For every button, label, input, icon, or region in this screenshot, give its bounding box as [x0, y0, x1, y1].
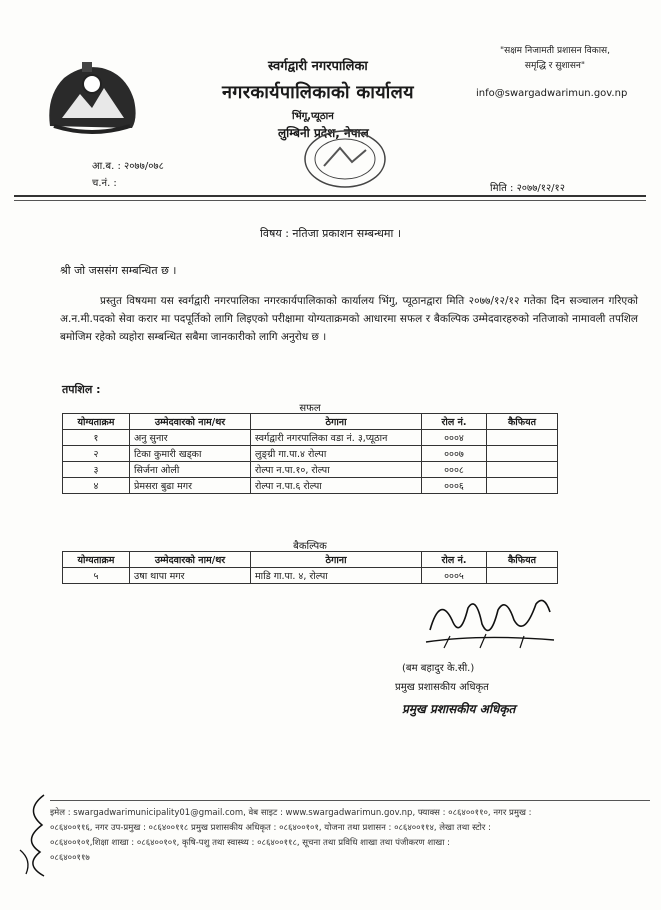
body-paragraph: प्रस्तुत विषयमा यस स्वर्गद्वारी नगरपालिका नगरकार्यपालिकाको कार्यालय भिंगु, प्यूठानद्वारा मिति २०७७/१२/१२ गतेका दिन सञ्चालन गरिएको अ.न.मी.पदको सेवा करार मा पदपूर्तिको लागि लिइएको परीक्षामा योग्यताक्रमको आधारमा सफल र बैकल्पिक उम्मेदवारहरुको नतिजाको नामावली तपशिल बमोजिम रहेको व्यहोरा सम्बन्धित सबैमा जानकारीको लागि अनुरोध छ । — [60, 295, 638, 343]
details-label: तपशिल : — [62, 383, 101, 396]
cell-rank: २ — [63, 446, 130, 462]
cell-name: सिर्जना ओली — [130, 462, 251, 478]
footer-divider — [50, 800, 650, 801]
office-email: info@swargadwarimun.gov.np — [476, 88, 628, 99]
col-rank: योग्यताक्रम — [63, 414, 130, 430]
footer-line-4: ०८६४००११७ — [50, 853, 90, 863]
table-row — [63, 568, 558, 584]
footer-line-2: ०८६४००११६, नगर उप-प्रमुख : ०८६४००११८ प्रमुख प्रशासकीय अधिकृत : ०८६४००१०१, योजना तथा प्रशासन : ०८६४००११४, लेखा तथा स्टोर : — [50, 823, 491, 833]
cell-rank: ५ — [63, 568, 130, 584]
alternate-table — [62, 551, 558, 584]
address-line-1: भिंगू,प्यूठान — [292, 111, 334, 122]
office-stamp — [302, 128, 388, 190]
col-roll: रोल नं. — [422, 552, 487, 568]
fiscal-year-value: २०७७/०७८ — [124, 161, 164, 172]
emblem-logo — [42, 56, 142, 138]
margin-annotation — [14, 790, 54, 880]
dispatch-number — [92, 175, 117, 189]
header-divider — [14, 195, 646, 197]
cell-remarks — [487, 430, 558, 446]
cell-address: रोल्पा न.पा.१०, रोल्पा — [251, 462, 422, 478]
date-label: मिति : — [490, 183, 514, 194]
handwritten-signature — [420, 590, 560, 652]
cell-address: स्वर्गद्वारी नगरपालिका वडा नं. ३,प्यूठान — [251, 430, 422, 446]
cell-remarks — [487, 446, 558, 462]
cell-name: टिका कुमारी खड्का — [130, 446, 251, 462]
signatory-title: प्रमुख प्रशासकीय अधिकृत — [395, 682, 489, 693]
col-address: ठेगाना — [251, 414, 422, 430]
address-line-2: लुम्बिनी प्रदेश, नेपाल — [278, 126, 369, 140]
col-address: ठेगाना — [251, 552, 422, 568]
cell-remarks — [487, 568, 558, 584]
signatory-name: (बम बहादुर के.सी.) — [402, 663, 475, 674]
municipality-name: स्वर्गद्वारी नगरपालिका — [268, 59, 368, 74]
successful-table — [62, 413, 558, 494]
alternate-caption: बैकल्पिक — [293, 541, 327, 552]
successful-caption: सफल — [299, 403, 321, 414]
cell-remarks — [487, 478, 558, 494]
col-remarks: कैफियत — [487, 552, 558, 568]
table-row — [63, 430, 558, 446]
cell-rank: ३ — [63, 462, 130, 478]
cell-name: प्रेमसरा बुढा मगर — [130, 478, 251, 494]
col-roll: रोल नं. — [422, 414, 487, 430]
salutation: श्री जो जससंग सम्बन्धित छ । — [60, 264, 177, 277]
signatory-stamp-text: प्रमुख प्रशासकीय अधिकृत — [402, 702, 516, 716]
slogan-line-2: समृद्धि र सुशासन" — [524, 61, 586, 71]
dispatch-label: च.नं. : — [92, 178, 117, 189]
table-row — [63, 478, 558, 494]
col-rank: योग्यताक्रम — [63, 552, 130, 568]
cell-name: उषा थापा मगर — [130, 568, 251, 584]
cell-address: लुङ्ग्री गा.पा.४ रोल्पा — [251, 446, 422, 462]
date-value: २०७७/१२/१२ — [516, 183, 565, 194]
cell-address: माडि गा.पा. ४, रोल्पा — [251, 568, 422, 584]
slogan — [470, 44, 640, 74]
cell-roll: ०००६ — [422, 478, 487, 494]
subject-line: विषय : नतिजा प्रकाशन सम्बन्धमा । — [260, 227, 401, 240]
col-name: उम्मेदवारको नाम/थर — [130, 414, 251, 430]
fiscal-year-label: आ.ब. : — [92, 161, 121, 172]
footer-line-1: इमेल : swargadwarimunicipality01@gmail.com, वेब साइट : www.swargadwarimun.gov.np, फ्याक्स : ०८६४००११०, नगर प्रमुख : — [50, 808, 532, 818]
table-header-row — [63, 552, 558, 568]
cell-address: रोल्पा न.पा.६ रोल्पा — [251, 478, 422, 494]
office-name: नगरकार्यपालिकाको कार्यालय — [222, 82, 414, 103]
footer-contacts — [50, 806, 650, 866]
col-remarks: कैफियत — [487, 414, 558, 430]
table-row — [63, 446, 558, 462]
header-divider-thin — [14, 200, 646, 201]
col-name: उम्मेदवारको नाम/थर — [130, 552, 251, 568]
cell-rank: ४ — [63, 478, 130, 494]
cell-roll: ०००५ — [422, 568, 487, 584]
table-header-row — [63, 414, 558, 430]
slogan-line-1: "सक्षम निजामती प्रशासन विकास, — [500, 46, 610, 56]
letter-date — [490, 180, 565, 194]
fiscal-year — [92, 158, 164, 172]
cell-roll: ०००८ — [422, 462, 487, 478]
cell-roll: ०००७ — [422, 446, 487, 462]
cell-remarks — [487, 462, 558, 478]
footer-line-3: ०८६४००१०१,शिक्षा शाखा : ०८६४००१०१, कृषि-पशु तथा स्वास्थ्य : ०८६४००११८, सूचना तथा प्रविधि शाखा तथा पंजीकरण शाखा : — [50, 838, 451, 848]
cell-roll: ०००४ — [422, 430, 487, 446]
table-row — [63, 462, 558, 478]
cell-name: अनु सुनार — [130, 430, 251, 446]
cell-rank: १ — [63, 430, 130, 446]
